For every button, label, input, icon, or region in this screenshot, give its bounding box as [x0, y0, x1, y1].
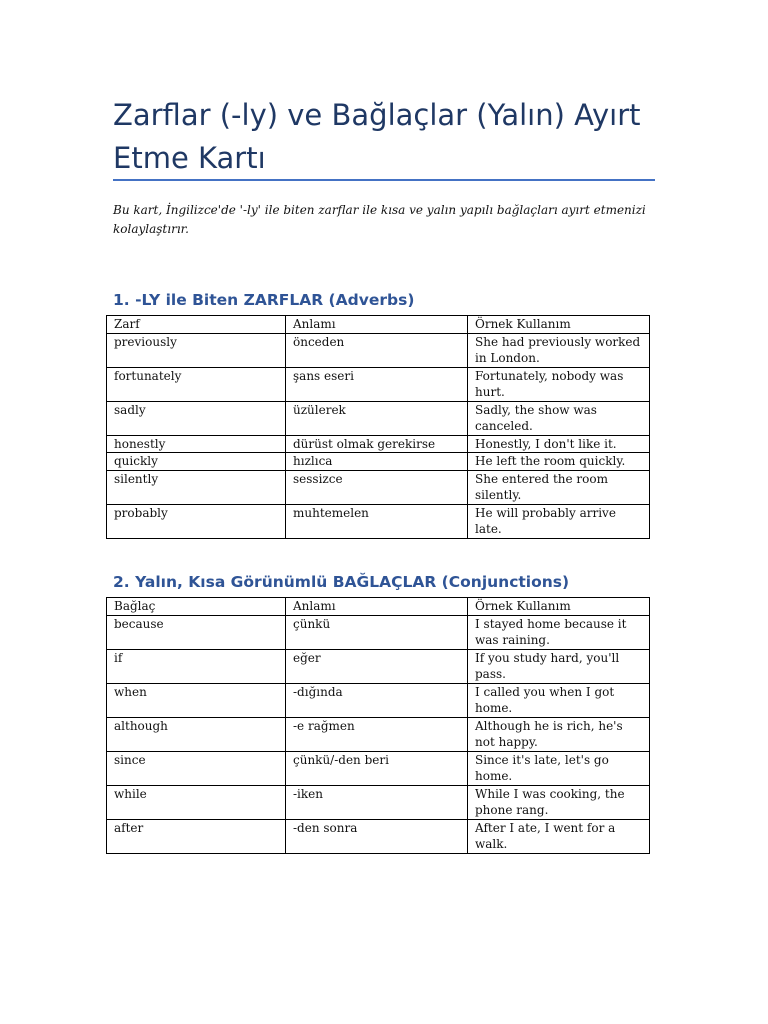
table-row [107, 717, 650, 751]
table-cell: muhtemelen [286, 504, 468, 538]
table-row [107, 819, 650, 853]
table-cell: While I was cooking, the phone rang. [468, 785, 650, 819]
table-cell: If you study hard, you'll pass. [468, 649, 650, 683]
table-row [107, 615, 650, 649]
table-row [107, 453, 650, 471]
table-cell: -den sonra [286, 819, 468, 853]
table-cell: üzülerek [286, 401, 468, 435]
header-cell: Bağlaç [107, 598, 286, 616]
table-cell: He left the room quickly. [468, 453, 650, 471]
table-cell: eğer [286, 649, 468, 683]
table-cell: sadly [107, 401, 286, 435]
table-row [107, 785, 650, 819]
conjunctions-table [106, 597, 650, 854]
table-cell: Since it's late, let's go home. [468, 751, 650, 785]
table-cell: after [107, 819, 286, 853]
table-cell: honestly [107, 435, 286, 453]
table-cell: Fortunately, nobody was hurt. [468, 367, 650, 401]
header-cell: Anlamı [286, 598, 468, 616]
table-cell: -iken [286, 785, 468, 819]
table-cell: probably [107, 504, 286, 538]
table-header-row [107, 598, 650, 616]
table-cell: dürüst olmak gerekirse [286, 435, 468, 453]
table-row [107, 683, 650, 717]
table-cell: I called you when I got home. [468, 683, 650, 717]
table-row [107, 367, 650, 401]
table-row [107, 751, 650, 785]
table-header-row [107, 316, 650, 334]
table-cell: if [107, 649, 286, 683]
table-cell: while [107, 785, 286, 819]
table-cell: Sadly, the show was canceled. [468, 401, 650, 435]
table-cell: because [107, 615, 286, 649]
table-cell: -e rağmen [286, 717, 468, 751]
table-row [107, 649, 650, 683]
table-row [107, 470, 650, 504]
table-cell: şans eseri [286, 367, 468, 401]
table-cell: quickly [107, 453, 286, 471]
table-cell: Although he is rich, he's not happy. [468, 717, 650, 751]
header-cell: Örnek Kullanım [468, 316, 650, 334]
header-cell: Anlamı [286, 316, 468, 334]
intro-text: Bu kart, İngilizce'de '-ly' ile biten zarflar ile kısa ve yalın yapılı bağlaçları ayırt etmenizi kolaylaştırır. [113, 203, 646, 236]
table-cell: çünkü/-den beri [286, 751, 468, 785]
table-row [107, 401, 650, 435]
table-cell: previously [107, 333, 286, 367]
table-cell: silently [107, 470, 286, 504]
adverbs-table [106, 315, 650, 539]
table-cell: I stayed home because it was raining. [468, 615, 650, 649]
table-cell: sessizce [286, 470, 468, 504]
header-cell: Zarf [107, 316, 286, 334]
table-cell: hızlıca [286, 453, 468, 471]
header-cell: Örnek Kullanım [468, 598, 650, 616]
table-cell: -dığında [286, 683, 468, 717]
table-cell: önceden [286, 333, 468, 367]
table-row [107, 504, 650, 538]
section-title-adverbs: 1. -LY ile Biten ZARFLAR (Adverbs) [113, 291, 415, 309]
title-divider [113, 179, 655, 181]
table-cell: since [107, 751, 286, 785]
table-cell: She had previously worked in London. [468, 333, 650, 367]
table-cell: After I ate, I went for a walk. [468, 819, 650, 853]
table-row [107, 435, 650, 453]
table-cell: Honestly, I don't like it. [468, 435, 650, 453]
table-row [107, 333, 650, 367]
table-cell: although [107, 717, 286, 751]
section-title-conjunctions: 2. Yalın, Kısa Görünümlü BAĞLAÇLAR (Conjunctions) [113, 573, 570, 591]
table-cell: She entered the room silently. [468, 470, 650, 504]
table-cell: He will probably arrive late. [468, 504, 650, 538]
table-cell: çünkü [286, 615, 468, 649]
table-cell: when [107, 683, 286, 717]
document-title: Zarflar (-ly) ve Bağlaçlar (Yalın) Ayırt Etme Kartı [113, 98, 641, 175]
table-cell: fortunately [107, 367, 286, 401]
